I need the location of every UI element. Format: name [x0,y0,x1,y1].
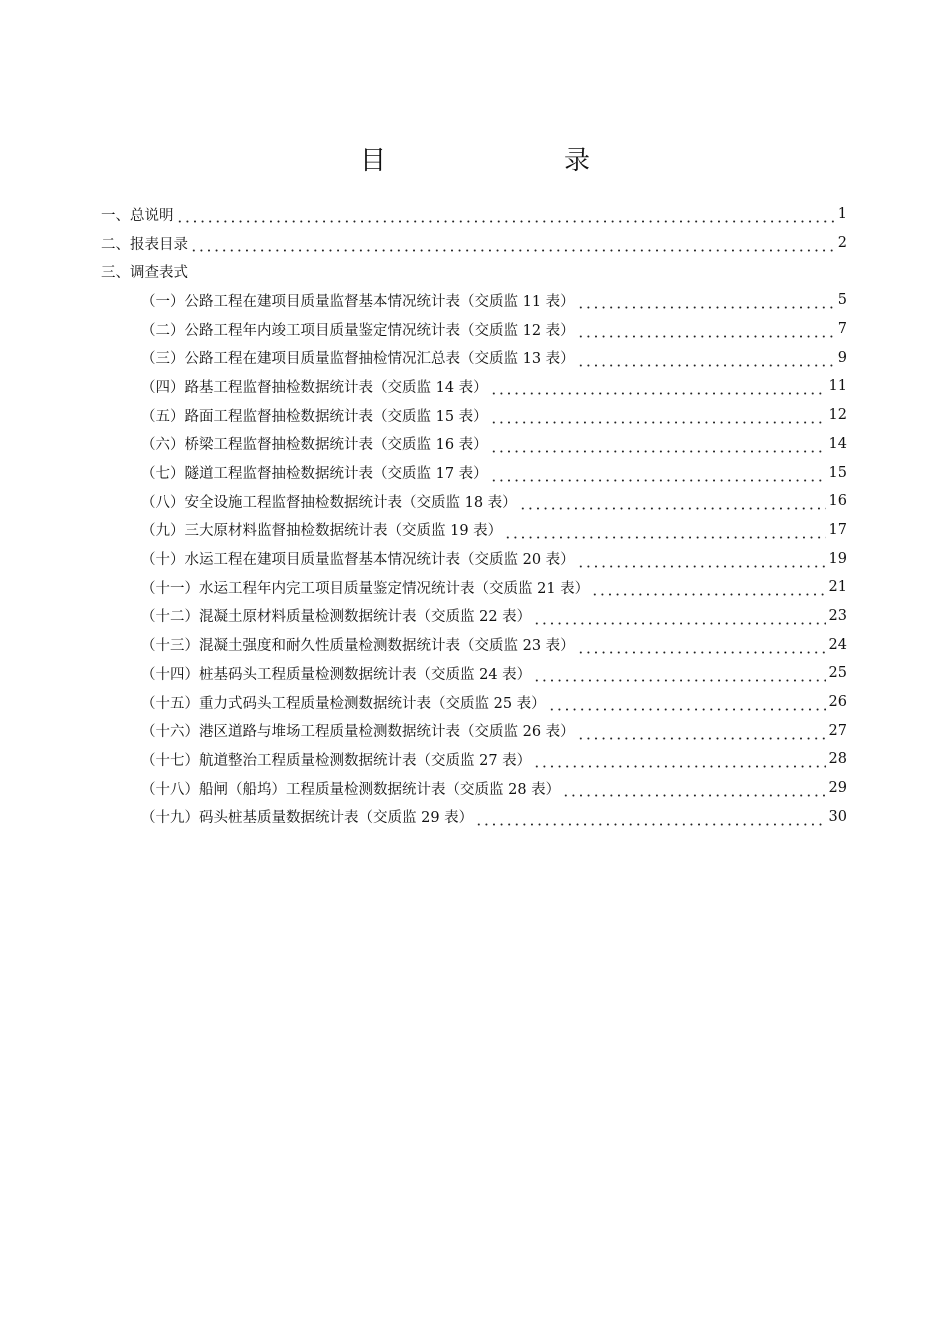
toc-entry-page-number: 5 [837,292,847,309]
toc-entry-label: （十）水运工程在建项目质量监督基本情况统计表（交质监 20 表） [141,552,575,569]
toc-entry-page-number: 17 [828,521,847,538]
toc-entry[interactable] [0,343,847,372]
toc-entry-page-number: 29 [828,780,847,797]
toc-entry-label: 一、总说明 [101,207,174,224]
dot-leader [562,783,825,797]
toc-entry[interactable] [0,430,847,459]
toc-entry-page-number: 26 [828,694,847,711]
dot-leader [490,381,826,395]
toc-entry[interactable] [0,573,847,602]
toc-entry-label: （十七）航道整治工程质量检测数据统计表（交质监 27 表） [141,752,532,769]
toc-entry[interactable] [0,688,847,717]
toc-entry-page-number: 23 [828,607,847,624]
toc-entry[interactable] [0,716,847,745]
toc-entry-page-number: 12 [828,407,847,424]
toc-entry-page-number: 19 [828,550,847,567]
toc-entry[interactable] [0,401,847,430]
dot-leader [533,611,825,625]
dot-leader [490,410,826,424]
dot-leader [577,640,826,654]
dot-leader [591,582,825,596]
toc-entry-page-number: 1 [837,206,847,223]
toc-entry-label: （五）路面工程监督抽检数据统计表（交质监 15 表） [141,408,488,425]
dot-leader [577,554,826,568]
dot-leader [490,439,826,453]
toc-entry-label: （一）公路工程在建项目质量监督基本情况统计表（交质监 11 表） [141,293,575,310]
toc-entry[interactable] [0,487,847,516]
toc-entry-label: （八）安全设施工程监督抽检数据统计表（交质监 18 表） [141,494,517,511]
toc-entry[interactable] [0,774,847,803]
toc-entry[interactable] [0,659,847,688]
toc-entry-label: （十九）码头桩基质量数据统计表（交质监 29 表） [141,810,474,827]
toc-entry[interactable] [0,602,847,631]
dot-leader [519,496,826,510]
toc-entry-label: （十一）水运工程年内完工项目质量鉴定情况统计表（交质监 21 表） [141,580,590,597]
dot-leader [577,324,835,338]
dot-leader [475,812,825,826]
toc-entry-page-number: 21 [828,579,847,596]
toc-entry-page-number: 14 [828,435,847,452]
toc-entry-page-number: 15 [828,464,847,481]
dot-leader [577,295,835,309]
toc-entry[interactable] [0,372,847,401]
toc-entry-label: （九）三大原材料监督抽检数据统计表（交质监 19 表） [141,523,503,540]
toc-entry[interactable] [0,257,847,286]
toc-entry-label: （三）公路工程在建项目质量监督抽检情况汇总表（交质监 13 表） [141,351,575,368]
dot-leader [533,754,825,768]
toc-entry-page-number: 16 [828,493,847,510]
toc-entry-label: （十四）桩基码头工程质量检测数据统计表（交质监 24 表） [141,666,532,683]
page-title: 目 录 [359,146,632,176]
dot-leader [548,697,826,711]
dot-leader [176,209,835,223]
dot-leader [490,468,826,482]
toc-entry-page-number: 2 [837,235,847,252]
toc-entry-page-number: 25 [828,665,847,682]
toc-entry-page-number: 30 [828,808,847,825]
toc-entry[interactable] [0,286,847,315]
toc-entry-label: （二）公路工程年内竣工项目质量鉴定情况统计表（交质监 12 表） [141,322,575,339]
dot-leader [190,238,835,252]
toc-entry-label: （七）隧道工程监督抽检数据统计表（交质监 17 表） [141,466,488,483]
toc-entry[interactable] [0,544,847,573]
toc-entry-label: （十五）重力式码头工程质量检测数据统计表（交质监 25 表） [141,695,546,712]
toc-entry-page-number: 9 [837,349,847,366]
toc-entry-label: （六）桥梁工程监督抽检数据统计表（交质监 16 表） [141,437,488,454]
toc-entry[interactable] [0,802,847,831]
toc-entry-label: （四）路基工程监督抽检数据统计表（交质监 14 表） [141,379,488,396]
toc-entry-label: 三、调查表式 [101,265,188,282]
toc-entry-label: （十八）船闸（船坞）工程质量检测数据统计表（交质监 28 表） [141,781,561,798]
toc-entry-page-number: 24 [828,636,847,653]
table-of-contents [0,200,950,831]
toc-entry-label: （十六）港区道路与堆场工程质量检测数据统计表（交质监 26 表） [141,724,575,741]
toc-entry-label: （十三）混凝土强度和耐久性质量检测数据统计表（交质监 23 表） [141,638,575,655]
toc-entry-page-number: 11 [828,378,847,395]
toc-entry-page-number: 28 [828,751,847,768]
dot-leader [504,525,825,539]
toc-entry[interactable] [0,630,847,659]
dot-leader [533,668,825,682]
toc-entry[interactable] [0,458,847,487]
dot-leader [577,726,826,740]
toc-entry[interactable] [0,200,847,229]
toc-entry-label: （十二）混凝土原材料质量检测数据统计表（交质监 22 表） [141,609,532,626]
toc-entry-label: 二、报表目录 [101,236,188,253]
toc-entry[interactable] [0,315,847,344]
toc-entry[interactable] [0,516,847,545]
toc-entry-page-number: 27 [828,722,847,739]
toc-entry-page-number: 7 [837,321,847,338]
dot-leader [577,353,835,367]
toc-entry[interactable] [0,229,847,258]
toc-entry[interactable] [0,745,847,774]
